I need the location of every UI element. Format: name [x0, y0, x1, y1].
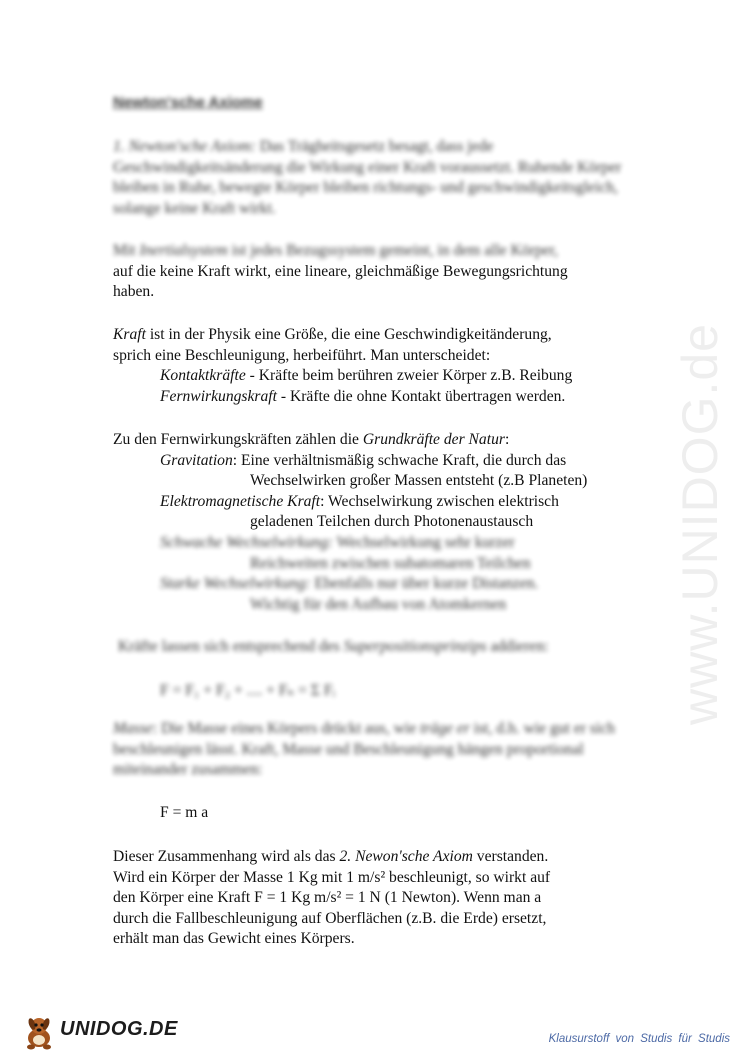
weak-force-text: Wechselwirkung sehr kurzer	[333, 533, 515, 551]
inertial-line3: haben.	[113, 283, 155, 301]
superposition-term: Superpositionsprinzips	[343, 638, 487, 655]
axiom1-text: Das Trägheitsgesetz besagt, dass jede Geschwindigkeitsänderung die Wirkung einer Kraft voraussetzt. Ruhende Körper bleiben in Ruhe, bewegte Körper bleiben richtungs- und geschwindigkeitsgleich, solange keine Kraft wirkt.	[113, 138, 622, 217]
electromagnetic-term: Elektromagnetische Kraft	[160, 492, 321, 510]
electromagnetic-line2: geladenen Teilchen durch Photonenaustausch	[250, 513, 534, 531]
newton2-term: 2. Newon'sche Axiom	[339, 848, 473, 865]
remote-forces-text: - Kräfte die ohne Kontakt übertragen werden.	[276, 387, 566, 405]
force-line1	[113, 325, 653, 346]
axiom1-label: 1. Newton'sche Axiom:	[113, 138, 256, 155]
superposition-text: Kräfte lassen sich entsprechend des	[118, 638, 344, 655]
fundamental-forces-paragraph	[113, 430, 653, 615]
newton2-line5: erhält man das Gewicht eines Körpers.	[113, 930, 355, 948]
weak-force-line2: Reichweiten zwischen subatomaren Teilchen	[250, 554, 531, 572]
newton2-formula: F = m a	[160, 804, 209, 821]
page-title: Newton'sche Axiome	[113, 94, 263, 111]
intro-text: Zu den Fernwirkungskräften zählen die	[113, 431, 363, 448]
superposition-line	[118, 637, 633, 658]
remote-forces-term: Fernwirkungskraft	[160, 387, 277, 405]
force-line2: sprich eine Beschleunigung, herbeiführt. Man unterscheidet:	[113, 346, 491, 364]
gravitation-term: Gravitation	[160, 451, 233, 469]
gravitation-line1	[113, 451, 653, 472]
dog-icon	[22, 1012, 62, 1052]
weak-force-line1	[113, 533, 653, 554]
footer-tagline: Klausurstoff von Studis für Studis	[548, 1033, 730, 1045]
watermark: www.UNIDOG.de	[672, 323, 728, 725]
newton2-line1-suffix: verstanden.	[472, 848, 549, 865]
logo-text: UNIDOG.DE	[60, 1018, 178, 1040]
newton2-line3: den Körper eine Kraft F = 1 Kg m/s² = 1 N (1 Newton). Wenn man a	[113, 889, 542, 907]
strong-force-text: Ebenfalls nur über kurze Distanzen.	[310, 575, 539, 593]
newton2-line1	[113, 847, 633, 868]
electromagnetic-text: : Wechselwirkung zwischen elektrisch	[320, 492, 559, 510]
contact-forces-line	[113, 366, 653, 387]
newton2-line4: durch die Fallbeschleunigung auf Oberflächen (z.B. die Erde) ersetzt,	[113, 909, 547, 927]
remote-forces-line	[113, 387, 653, 408]
contact-forces-text: - Kräfte beim berühren zweier Körper z.B. Reibung	[245, 367, 573, 385]
fundamental-forces-intro	[113, 430, 653, 451]
mass-term2: träge er	[420, 720, 470, 737]
newton2-line1-text: Dieser Zusammenhang wird als das	[113, 848, 340, 865]
strong-force-term: Starke Wechselwirkung:	[160, 575, 311, 593]
intro-colon: :	[504, 431, 510, 448]
gravitation-text: : Eine verhältnismäßig schwache Kraft, die durch das	[232, 451, 567, 469]
electromagnetic-line1	[113, 492, 653, 513]
force-term: Kraft	[113, 326, 146, 343]
inertial-prefix: Mit	[113, 242, 140, 259]
superposition-formula: F = F₁ + F₂ + .... + Fₙ = Σ Fᵢ	[160, 682, 336, 699]
force-line1-text: ist in der Physik eine Größe, die eine Geschwindigkeitänderung,	[145, 326, 552, 343]
mass-paragraph	[113, 719, 628, 781]
inertial-suffix: ist jedes Bezugssystem gemeint, in dem alle Körper,	[227, 242, 559, 259]
mass-text1: : Die Masse eines Körpers drückt aus, wie	[152, 720, 421, 737]
superposition-suffix: addieren:	[486, 638, 549, 655]
inertial-line2: auf die keine Kraft wirkt, eine lineare, gleichmäßige Bewegungsrichtung	[113, 262, 568, 280]
mass-term: Masse	[113, 720, 153, 737]
force-paragraph	[113, 325, 653, 407]
contact-forces-term: Kontaktkräfte	[160, 367, 246, 385]
strong-force-line1	[113, 574, 653, 595]
unidog-logo[interactable]	[22, 1012, 182, 1052]
inertial-term: Inertialsystem	[139, 242, 228, 259]
inertial-line1	[113, 241, 628, 262]
newton2-paragraph	[113, 847, 633, 950]
mass-text2: ist, d.h. wie gut er sich beschleunigen lässt. Kraft, Masse und Beschleunigung hängen proportional miteinander zusammen:	[113, 720, 615, 779]
axiom1-paragraph	[113, 137, 628, 219]
newton2-line2: Wird ein Körper der Masse 1 Kg mit 1 m/s² beschleunigt, so wirkt auf	[113, 868, 551, 886]
weak-force-term: Schwache Wechselwirkung:	[160, 533, 334, 551]
inertial-paragraph	[113, 241, 628, 303]
gravitation-line2: Wechselwirken großer Massen entsteht (z.B Planeten)	[250, 472, 588, 490]
strong-force-line2: Wichtig für den Aufbau von Atomkernen	[250, 595, 507, 613]
intro-term: Grundkräfte der Natur	[362, 431, 505, 448]
